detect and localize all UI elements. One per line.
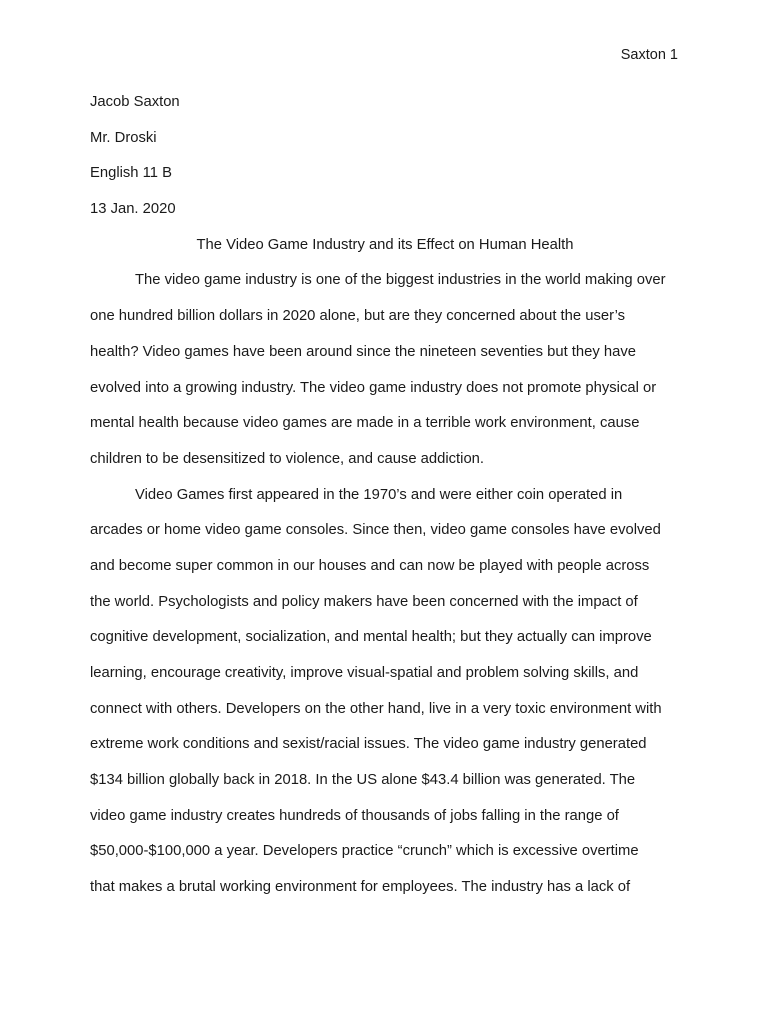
paragraph-line: children to be desensitized to violence, and cause addiction. <box>90 450 485 467</box>
essay-title: The Video Game Industry and its Effect on Human Health <box>196 236 574 253</box>
paragraph-line: The video game industry is one of the biggest industries in the world making over <box>135 272 666 289</box>
paragraph-line: extreme work conditions and sexist/racial issues. The video game industry generated <box>90 736 647 753</box>
paragraph-line: connect with others. Developers on the other hand, live in a very toxic environment with <box>90 700 662 717</box>
document-body <box>90 92 680 913</box>
paragraph-line: cognitive development, socialization, and mental health; but they actually can improve <box>90 629 652 646</box>
running-header: Saxton 1 <box>620 47 678 63</box>
essay-date: 13 Jan. 2020 <box>90 201 176 218</box>
paragraph-line: video game industry creates hundreds of thousands of jobs falling in the range of <box>90 807 619 824</box>
paragraph-line: the world. Psychologists and policy makers have been concerned with the impact of <box>90 593 638 610</box>
student-name: Jacob Saxton <box>90 94 180 110</box>
paragraph-line: mental health because video games are made in a terrible work environment, cause <box>90 415 640 432</box>
paragraph-line: that makes a brutal working environment for employees. The industry has a lack of <box>90 879 631 896</box>
paragraph-line: Video Games first appeared in the 1970’s and were either coin operated in <box>135 486 623 503</box>
paragraph-1 <box>90 270 680 484</box>
paragraph-line: $50,000-$100,000 a year. Developers practice “crunch” which is excessive overtime <box>90 843 639 860</box>
paragraph-line: health? Video games have been around since the nineteen seventies but they have <box>90 343 636 360</box>
paragraph-line: learning, encourage creativity, improve visual-spatial and problem solving skills, and <box>90 665 639 681</box>
paragraph-line: evolved into a growing industry. The video game industry does not promote physical or <box>90 379 657 396</box>
paragraph-line: $134 billion globally back in 2018. In the US alone $43.4 billion was generated. The <box>90 772 636 789</box>
course-name: English 11 B <box>90 165 172 182</box>
paragraph-line: and become super common in our houses and can now be played with people across <box>90 557 650 574</box>
paragraph-line: arcades or home video game consoles. Since then, video game consoles have evolved <box>90 522 661 539</box>
paragraph-2 <box>90 485 680 913</box>
paragraph-line: one hundred billion dollars in 2020 alone, but are they concerned about the user’s <box>90 308 625 325</box>
teacher-name: Mr. Droski <box>90 129 157 146</box>
